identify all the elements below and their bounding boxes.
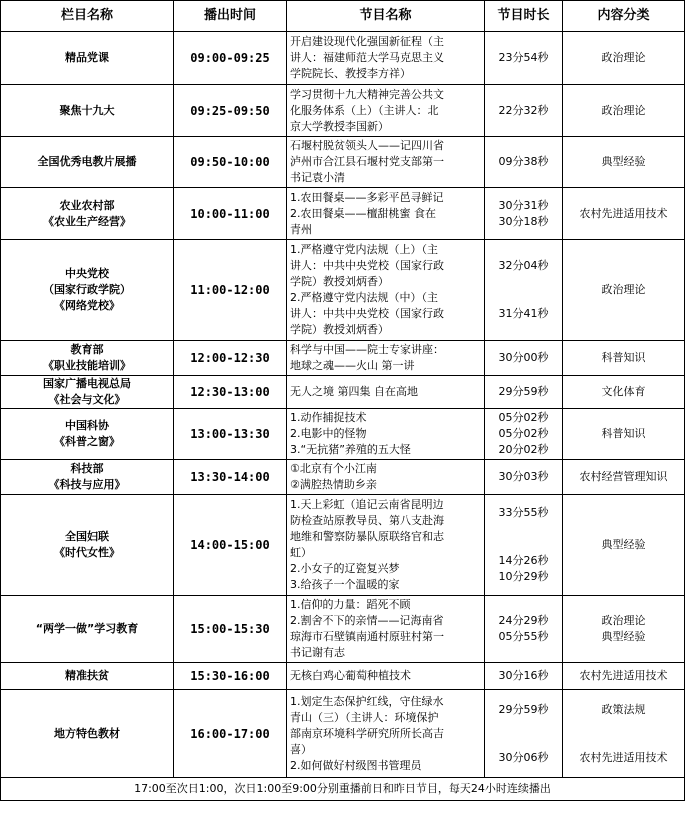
- category-cell: [563, 376, 685, 409]
- program-name-line: 书记袁小清: [290, 171, 345, 184]
- duration-cell: [485, 495, 563, 596]
- header-column-name: 栏目名称: [1, 1, 174, 32]
- air-time-cell: 09:25-09:50: [174, 85, 287, 137]
- air-time-cell: 09:00-09:25: [174, 32, 287, 85]
- program-name-line: 1.天上彩虹（追记云南省昆明边: [290, 498, 444, 511]
- program-name-line: 石堰村脱贫领头人——记四川省: [290, 139, 444, 152]
- program-name-line: 2.严格遵守党内法规（中）（主: [290, 291, 438, 304]
- duration-spacer: [487, 537, 560, 553]
- program-name-line: 无核白鸡心葡萄种植技术: [290, 669, 411, 682]
- duration-cell: [485, 341, 563, 376]
- category-value: 农村先进适用技术: [579, 750, 668, 764]
- column-name-line: 地方特色教材: [54, 726, 120, 740]
- header-air-time: 播出时间: [174, 1, 287, 32]
- column-name-line: 《科技与应用》: [48, 478, 126, 491]
- duration-value: 24分29秒: [498, 614, 549, 627]
- duration-value: 32分04秒: [498, 259, 549, 272]
- duration-value: 09分38秒: [498, 155, 549, 168]
- program-name-line: 2.割舍不下的亲情——记海南省: [290, 614, 444, 627]
- category-cell: [563, 137, 685, 188]
- program-name-line: 书记谢有志: [290, 646, 345, 659]
- duration-value: 05分02秒: [498, 427, 549, 440]
- duration-value: 23分54秒: [498, 51, 549, 64]
- duration-value: 30分06秒: [498, 750, 549, 764]
- category-value: 典型经验: [601, 630, 646, 643]
- program-name-cell: [287, 137, 485, 188]
- header-category: 内容分类: [563, 1, 685, 32]
- table-row: [1, 495, 685, 596]
- duration-spacer: [487, 734, 560, 750]
- program-name-line: 1.划定生态保护红线，守住绿水: [290, 694, 444, 708]
- column-name-line: 国家广播电视总局: [43, 377, 131, 390]
- category-value: 政治理论: [601, 103, 646, 117]
- duration-value: 29分59秒: [498, 385, 549, 398]
- column-name-line: 《职业技能培训》: [43, 359, 131, 372]
- category-value: 农村先进适用技术: [579, 206, 668, 220]
- program-name-line: 学习贯彻十九大精神完善公共文: [290, 87, 444, 101]
- column-name-cell: [1, 663, 174, 690]
- program-name-cell: [287, 32, 485, 85]
- column-name-line: 中央党校: [65, 267, 109, 280]
- category-value: 政治理论: [601, 614, 646, 627]
- category-value: 政治理论: [601, 283, 646, 296]
- program-name-line: ②满腔热情助乡亲: [290, 478, 377, 491]
- duration-value: 14分26秒: [498, 554, 549, 567]
- category-cell: [563, 240, 685, 341]
- duration-value: 10分29秒: [498, 570, 549, 583]
- column-name-line: 中国科协: [65, 419, 109, 432]
- category-value: 文化体育: [601, 385, 646, 398]
- program-name-line: 无人之境 第四集 自在高地: [290, 385, 418, 398]
- column-name-cell: [1, 32, 174, 85]
- program-name-cell: [287, 409, 485, 460]
- program-name-line: 1.严格遵守党内法规（上）（主: [290, 243, 438, 256]
- air-time-cell: 12:00-12:30: [174, 341, 287, 376]
- category-value: 农村先进适用技术: [579, 669, 668, 682]
- column-name-line: 全国妇联: [65, 530, 109, 543]
- air-time-cell: 13:30-14:00: [174, 460, 287, 495]
- program-name-line: 1.信仰的力量：蹈死不顾: [290, 598, 411, 611]
- table-row: [1, 690, 685, 778]
- column-name-cell: [1, 460, 174, 495]
- column-name-line: “两学一做”学习教育: [35, 622, 139, 635]
- program-name-line: 讲人：福建师范大学马克思主义: [290, 51, 444, 64]
- duration-cell: [485, 460, 563, 495]
- footer-note: 17:00至次日1:00，次日1:00至9:00分别重播前日和昨日节目，每天24小时连续播出: [1, 778, 685, 801]
- air-time-cell: 09:50-10:00: [174, 137, 287, 188]
- schedule-body: [1, 32, 685, 778]
- air-time-cell: 14:00-15:00: [174, 495, 287, 596]
- air-time-cell: 13:00-13:30: [174, 409, 287, 460]
- footer-row: [1, 778, 685, 801]
- duration-cell: [485, 85, 563, 137]
- table-row: [1, 460, 685, 495]
- duration-value: 29分59秒: [498, 702, 549, 716]
- column-name-cell: [1, 341, 174, 376]
- duration-value: 30分03秒: [498, 470, 549, 483]
- table-row: [1, 240, 685, 341]
- duration-cell: [485, 376, 563, 409]
- duration-value: 30分16秒: [498, 669, 549, 682]
- program-name-line: 虹）: [290, 546, 312, 559]
- column-name-cell: [1, 188, 174, 240]
- category-cell: [563, 409, 685, 460]
- duration-value: 33分55秒: [498, 506, 549, 519]
- duration-cell: [485, 409, 563, 460]
- duration-cell: [485, 137, 563, 188]
- program-name-line: 2.小女子的辽瓷复兴梦: [290, 562, 400, 575]
- duration-value: 30分31秒: [498, 198, 549, 212]
- table-row: [1, 663, 685, 690]
- duration-cell: [485, 188, 563, 240]
- column-name-line: 《时代女性》: [54, 546, 120, 559]
- program-name-cell: [287, 663, 485, 690]
- program-name-line: 部南京环境科学研究所所长高吉: [290, 726, 444, 740]
- category-cell: [563, 460, 685, 495]
- duration-spacer: [487, 718, 560, 734]
- program-name-line: 喜）: [290, 742, 312, 756]
- column-name-line: 精品党课: [65, 51, 109, 64]
- program-name-line: 科学与中国——院士专家讲座：: [290, 343, 444, 356]
- program-name-line: 琼海市石壁镇南通村原驻村第一: [290, 630, 444, 643]
- duration-cell: [485, 32, 563, 85]
- program-name-line: 化服务体系（上）（主讲人：北: [290, 103, 439, 117]
- program-name-line: 2.如何做好村级图书管理员: [290, 758, 422, 772]
- table-row: [1, 341, 685, 376]
- category-cell: [563, 663, 685, 690]
- category-cell: [563, 495, 685, 596]
- duration-value: 20分02秒: [498, 443, 549, 456]
- duration-spacer: [487, 274, 560, 290]
- category-value: 政治理论: [601, 51, 646, 64]
- duration-spacer: [487, 521, 560, 537]
- program-name-line: 学院）教授刘炳香）: [290, 323, 389, 336]
- column-name-cell: [1, 596, 174, 663]
- air-time-cell: 10:00-11:00: [174, 188, 287, 240]
- column-name-line: 农业农村部: [59, 198, 115, 212]
- duration-cell: [485, 240, 563, 341]
- duration-cell: [485, 690, 563, 778]
- program-name-line: 泸州市合江县石堰村党支部第一: [290, 155, 444, 168]
- program-name-cell: [287, 341, 485, 376]
- column-name-line: 科技部: [70, 462, 104, 475]
- table-row: [1, 409, 685, 460]
- program-name-cell: [287, 240, 485, 341]
- program-name-cell: [287, 85, 485, 137]
- column-name-cell: [1, 240, 174, 341]
- duration-value: 31分41秒: [498, 307, 549, 320]
- column-name-line: 精准扶贫: [65, 669, 109, 682]
- air-time-cell: 16:00-17:00: [174, 690, 287, 778]
- program-name-cell: [287, 188, 485, 240]
- program-name-line: 1.动作捕捉技术: [290, 411, 367, 424]
- program-name-line: 青山（三）（主讲人：环境保护: [290, 710, 439, 724]
- table-row: [1, 85, 685, 137]
- program-name-line: 2.农田餐桌——檀甜桃蜜 食在: [290, 206, 436, 220]
- air-time-cell: 11:00-12:00: [174, 240, 287, 341]
- column-name-line: 《社会与文化》: [48, 393, 126, 406]
- program-name-line: 开启建设现代化强国新征程（主: [290, 35, 444, 48]
- table-row: [1, 596, 685, 663]
- column-name-line: 教育部: [70, 343, 104, 356]
- duration-value: 05分02秒: [498, 411, 549, 424]
- program-name-cell: [287, 460, 485, 495]
- duration-value: 22分32秒: [498, 103, 549, 117]
- column-name-cell: [1, 690, 174, 778]
- header-row: [1, 1, 685, 32]
- category-value: 科普知识: [601, 427, 646, 440]
- column-name-line: 《网络党校》: [54, 299, 120, 312]
- column-name-line: （国家行政学院）: [43, 283, 131, 296]
- column-name-line: 《科普之窗》: [54, 435, 120, 448]
- column-name-cell: [1, 85, 174, 137]
- air-time-cell: 15:30-16:00: [174, 663, 287, 690]
- program-name-line: 3.给孩子一个温暖的家: [290, 578, 400, 591]
- air-time-cell: 12:30-13:00: [174, 376, 287, 409]
- category-cell: [563, 85, 685, 137]
- program-name-line: 2.电影中的怪物: [290, 427, 367, 440]
- column-name-cell: [1, 409, 174, 460]
- program-name-line: 京大学教授李国新）: [290, 119, 389, 133]
- program-name-line: 学院）教授刘炳香）: [290, 275, 389, 288]
- column-name-cell: [1, 376, 174, 409]
- table-row: [1, 32, 685, 85]
- program-name-line: 地维和警察防暴队原联络官和志: [290, 530, 444, 543]
- program-name-cell: [287, 495, 485, 596]
- program-name-line: 地球之魂——火山 第一讲: [290, 359, 415, 372]
- table-row: [1, 137, 685, 188]
- column-name-cell: [1, 495, 174, 596]
- column-name-line: 《农业生产经营》: [43, 214, 131, 228]
- category-value: 政策法规: [601, 702, 646, 716]
- category-cell: [563, 188, 685, 240]
- duration-cell: [485, 596, 563, 663]
- program-name-line: 1.农田餐桌——多彩平邑寻鲜记: [290, 190, 444, 204]
- program-name-line: 讲人：中共中央党校（国家行政: [290, 259, 444, 272]
- category-spacer: [565, 718, 682, 734]
- header-duration: 节目时长: [485, 1, 563, 32]
- category-cell: [563, 341, 685, 376]
- category-cell: [563, 690, 685, 778]
- category-cell: [563, 32, 685, 85]
- header-program-name: 节目名称: [287, 1, 485, 32]
- category-value: 典型经验: [601, 155, 646, 168]
- table-row: [1, 376, 685, 409]
- program-name-cell: [287, 596, 485, 663]
- duration-value: 30分00秒: [498, 351, 549, 364]
- category-spacer: [565, 734, 682, 750]
- program-name-line: 学院院长、教授李方祥）: [290, 67, 411, 80]
- duration-spacer: [487, 290, 560, 306]
- program-name-cell: [287, 690, 485, 778]
- category-value: 科普知识: [601, 351, 646, 364]
- column-name-cell: [1, 137, 174, 188]
- category-cell: [563, 596, 685, 663]
- duration-value: 30分18秒: [498, 214, 549, 228]
- duration-value: 05分55秒: [498, 630, 549, 643]
- program-name-line: 青州: [290, 222, 312, 236]
- program-name-line: ①北京有个小江南: [290, 462, 377, 475]
- column-name-line: 全国优秀电教片展播: [37, 155, 137, 168]
- program-name-cell: [287, 376, 485, 409]
- column-name-line: 聚焦十九大: [59, 103, 115, 117]
- program-name-line: 3.“无抗猪”养殖的五大怪: [290, 443, 411, 456]
- duration-cell: [485, 663, 563, 690]
- category-value: 典型经验: [601, 538, 646, 551]
- program-name-line: 讲人：中共中央党校（国家行政: [290, 307, 444, 320]
- program-name-line: 防检查站原教导员、第八支赴海: [290, 514, 444, 527]
- table-row: [1, 188, 685, 240]
- category-value: 农村经营管理知识: [579, 470, 668, 483]
- air-time-cell: 15:00-15:30: [174, 596, 287, 663]
